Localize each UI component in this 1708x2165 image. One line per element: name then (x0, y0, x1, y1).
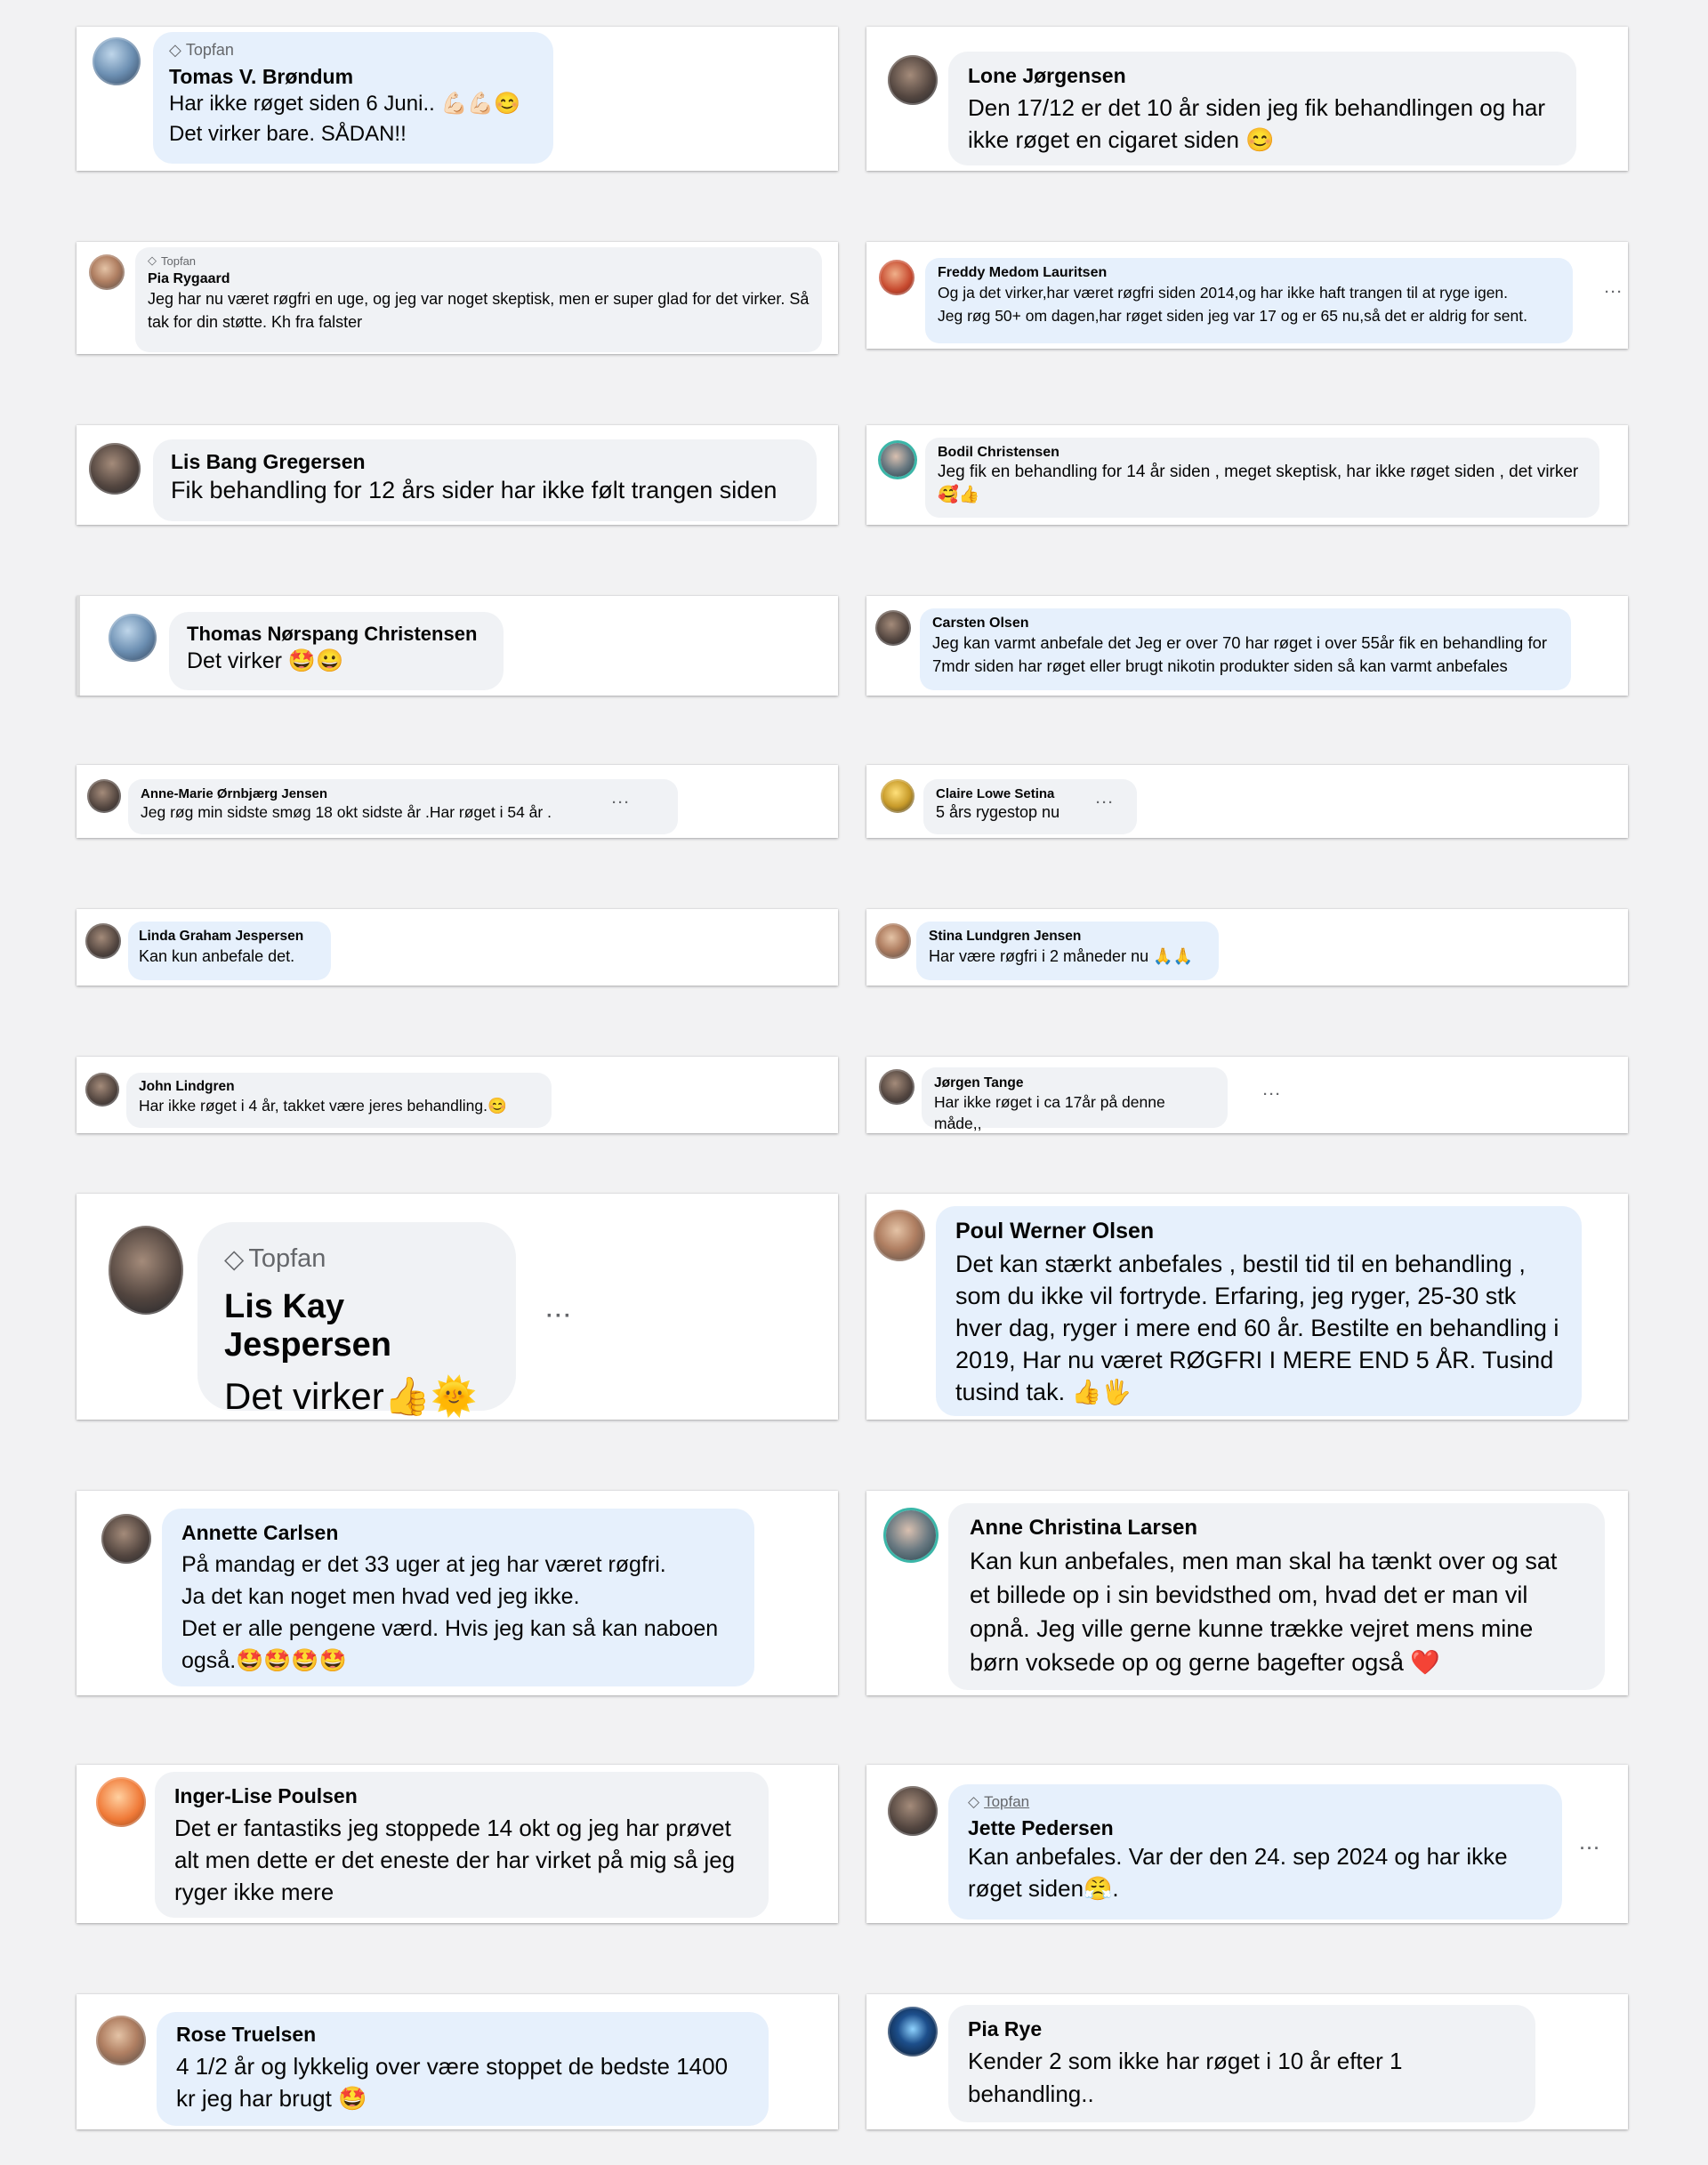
comment-bubble (153, 32, 553, 164)
comment-bubble (135, 247, 822, 352)
commenter-name[interactable]: Tomas V. Brøndum (169, 65, 354, 88)
avatar[interactable] (93, 37, 141, 85)
more-options-icon[interactable]: ··· (1263, 1087, 1282, 1102)
topfan-badge[interactable]: ◇ Topfan (148, 254, 197, 268)
comment-text: Det er fantastiks jeg stoppede 14 okt og jeg har prøvet alt men dette er det eneste der har virket på mig så jeg ryger ikke mere (174, 1815, 736, 1905)
comment-text: Og ja det virker,har været røgfri siden 2014,og har ikke haft trangen til at ryge igen. Jeg røg 50+ om dagen,har røget siden jeg var 17 og er 65 nu,så det er aldrig for sent. (938, 284, 1527, 325)
avatar[interactable] (886, 1510, 936, 1560)
comment-bubble (925, 258, 1573, 343)
topfan-badge[interactable]: ◇ Topfan (169, 41, 234, 60)
commenter-name[interactable]: Annette Carlsen (181, 1521, 339, 1544)
avatar[interactable] (96, 1777, 146, 1827)
comment-text: Jeg fik en behandling for 14 år siden , meget skeptisk, har ikke røget siden , det virker 🥰👍 (938, 463, 1579, 504)
comment-card (77, 1057, 838, 1133)
comment-card (866, 1765, 1628, 1923)
comment-bubble (916, 922, 1219, 980)
comment-card (77, 1765, 838, 1923)
comment-text: Det virker 🤩😀 (187, 648, 344, 673)
comment-card (866, 425, 1628, 525)
comment-card (77, 1994, 838, 2129)
comment-card (77, 909, 838, 986)
comment-bubble (197, 1222, 516, 1417)
more-options-icon[interactable]: ··· (1605, 285, 1623, 300)
commenter-name[interactable]: Lis Kay Jespersen (224, 1288, 392, 1364)
comment-card (866, 1994, 1628, 2129)
comment-card (866, 1194, 1628, 1420)
comment-text: Det kan stærkt anbefales , bestil tid til en behandling , som du ikke vil fortryde. Erfaring, jeg ryger, 25-30 stk hver dag, ryger i mere end 60 år. Bestilte en behandling i 2019, Har nu været RØGFRI I MERE END 5 ÅR. Tusind tusind tak. 👍🖐 (955, 1251, 1559, 1405)
comment-text: Har være røgfri i 2 måneder nu 🙏🙏 (929, 947, 1193, 965)
comment-card (866, 765, 1628, 838)
commenter-name[interactable]: Poul Werner Olsen (955, 1219, 1155, 1243)
comment-bubble (925, 438, 1599, 518)
avatar[interactable] (85, 1073, 119, 1107)
comment-card (866, 1057, 1628, 1133)
avatar[interactable] (874, 1210, 925, 1261)
comment-bubble (948, 1784, 1562, 1920)
avatar[interactable] (888, 2007, 938, 2056)
avatar[interactable] (109, 614, 157, 662)
commenter-name[interactable]: Pia Rye (968, 2017, 1043, 2040)
comment-bubble (162, 1509, 754, 1686)
comment-bubble (936, 1206, 1582, 1416)
commenter-name[interactable]: Thomas Nørspang Christensen (187, 623, 478, 645)
commenter-name[interactable]: Freddy Medom Lauritsen (938, 265, 1108, 280)
commenter-name[interactable]: Inger-Lise Poulsen (174, 1784, 358, 1807)
comment-text: Jeg har nu været røgfri en uge, og jeg var noget skeptisk, men er super glad for det virker. Så tak for din støtte. Kh fra falster (148, 290, 810, 331)
comment-card (866, 27, 1628, 171)
commenter-name[interactable]: Lis Bang Gregersen (171, 450, 366, 473)
commenter-name[interactable]: Jette Pedersen (968, 1816, 1114, 1839)
more-options-icon[interactable]: ··· (546, 1304, 573, 1328)
commenter-name[interactable]: Anne-Marie Ørnbjærg Jensen (141, 786, 328, 801)
comment-bubble (920, 608, 1571, 690)
comment-bubble (128, 922, 331, 980)
comment-text: På mandag er det 33 uger at jeg har været røgfri. Ja det kan noget men hvad ved jeg ikke. Det er alle pengene værd. Hvis jeg kan så kan naboen også.🤩🤩🤩🤩 (181, 1552, 719, 1673)
comment-card (866, 596, 1628, 696)
avatar[interactable] (879, 1069, 914, 1105)
topfan-badge[interactable]: ◇ Topfan (968, 1793, 1030, 1811)
comment-text: Kan kun anbefale det. (139, 947, 295, 965)
comment-text: Har ikke røget i ca 17år på denne måde,, (934, 1093, 1165, 1132)
comment-card (77, 765, 838, 838)
diamond-icon: ◇ (148, 254, 157, 268)
comment-text: Kan kun anbefales, men man skal ha tænkt over og sat et billede op i sin bevidsthed om, hvad det er man vil opnå. Jeg ville gerne kunne trække vejret mens mine børn voksede op og gerne bagefter også ❤️ (970, 1548, 1558, 1676)
comment-card (866, 1491, 1628, 1695)
topfan-badge[interactable]: ◇ Topfan (224, 1243, 326, 1274)
comment-card (77, 242, 838, 354)
comment-card (77, 1194, 838, 1420)
commenter-name[interactable]: Rose Truelsen (176, 2023, 317, 2046)
avatar[interactable] (89, 443, 141, 495)
comment-card (866, 242, 1628, 349)
comment-bubble (155, 1772, 769, 1918)
more-options-icon[interactable]: ··· (1096, 795, 1115, 810)
comment-bubble (948, 1503, 1605, 1690)
avatar[interactable] (875, 923, 911, 959)
comment-text: Kender 2 som ikke har røget i 10 år efter 1 behandling.. (968, 2048, 1403, 2107)
comment-bubble (169, 612, 504, 690)
avatar[interactable] (881, 443, 914, 477)
more-options-icon[interactable]: ··· (1580, 1839, 1601, 1857)
diamond-icon: ◇ (169, 41, 181, 60)
commenter-name[interactable]: Bodil Christensen (938, 445, 1059, 460)
avatar[interactable] (879, 260, 914, 295)
avatar[interactable] (875, 610, 911, 646)
comment-text: Har ikke røget i 4 år, takket være jeres behandling.😊 (139, 1097, 507, 1115)
comment-text: Det virker👍🌞 (224, 1375, 478, 1417)
comment-card (866, 909, 1628, 986)
comment-card (77, 596, 838, 696)
commenter-name[interactable]: Carsten Olsen (932, 616, 1029, 631)
comment-bubble (948, 52, 1576, 165)
commenter-name[interactable]: John Lindgren (139, 1079, 235, 1094)
comment-text: Fik behandling for 12 års sider har ikke følt trangen siden (171, 477, 777, 503)
comment-bubble (153, 439, 817, 521)
diamond-icon: ◇ (224, 1243, 245, 1274)
comment-bubble (948, 2005, 1535, 2122)
comment-card (77, 27, 838, 171)
comment-bubble (157, 2012, 769, 2126)
avatar[interactable] (109, 1226, 183, 1315)
avatar[interactable] (888, 1786, 938, 1836)
comment-text: Jeg røg min sidste smøg 18 okt sidste år .Har røget i 54 år . (141, 803, 552, 821)
more-options-icon[interactable]: ··· (612, 795, 631, 810)
commenter-name[interactable]: Claire Lowe Setina (936, 786, 1055, 801)
comment-bubble (128, 779, 678, 834)
avatar[interactable] (89, 254, 125, 290)
comment-card (77, 1491, 838, 1695)
commenter-name[interactable]: Pia Rygaard (148, 271, 230, 286)
diamond-icon: ◇ (968, 1793, 980, 1811)
commenter-name[interactable]: Anne Christina Larsen (970, 1516, 1198, 1540)
comment-text: 4 1/2 år og lykkelig over være stoppet de bedste 1400 kr jeg har brugt 🤩 (176, 2053, 729, 2112)
commenter-name[interactable]: Jørgen Tange (934, 1075, 1024, 1091)
comment-text: 5 års rygestop nu (936, 803, 1060, 821)
comment-text: Har ikke røget siden 6 Juni.. 💪🏻💪🏻😊 Det virker bare. SÅDAN!! (169, 92, 521, 146)
commenter-name[interactable]: Stina Lundgren Jensen (929, 929, 1082, 944)
comment-text: Jeg kan varmt anbefale det Jeg er over 70 har røget i over 55år fik en behandling for 7mdr siden har røget eller brugt nikotin produkter siden så kan varmt anbefales (932, 633, 1548, 675)
comment-bubble (126, 1073, 552, 1128)
avatar[interactable] (888, 55, 938, 105)
avatar[interactable] (101, 1514, 151, 1564)
avatar[interactable] (881, 779, 914, 813)
comment-card (77, 425, 838, 525)
avatar[interactable] (87, 779, 121, 813)
commenter-name[interactable]: Linda Graham Jespersen (139, 929, 304, 944)
comment-bubble (922, 1067, 1228, 1132)
comment-text: Den 17/12 er det 10 år siden jeg fik behandlingen og har ikke røget en cigaret siden 😊 (968, 94, 1546, 153)
comment-text: Kan anbefales. Var der den 24. sep 2024 og har ikke røget siden😤. (968, 1843, 1508, 1902)
avatar[interactable] (85, 923, 121, 959)
avatar[interactable] (96, 2016, 146, 2065)
commenter-name[interactable]: Lone Jørgensen (968, 64, 1126, 87)
